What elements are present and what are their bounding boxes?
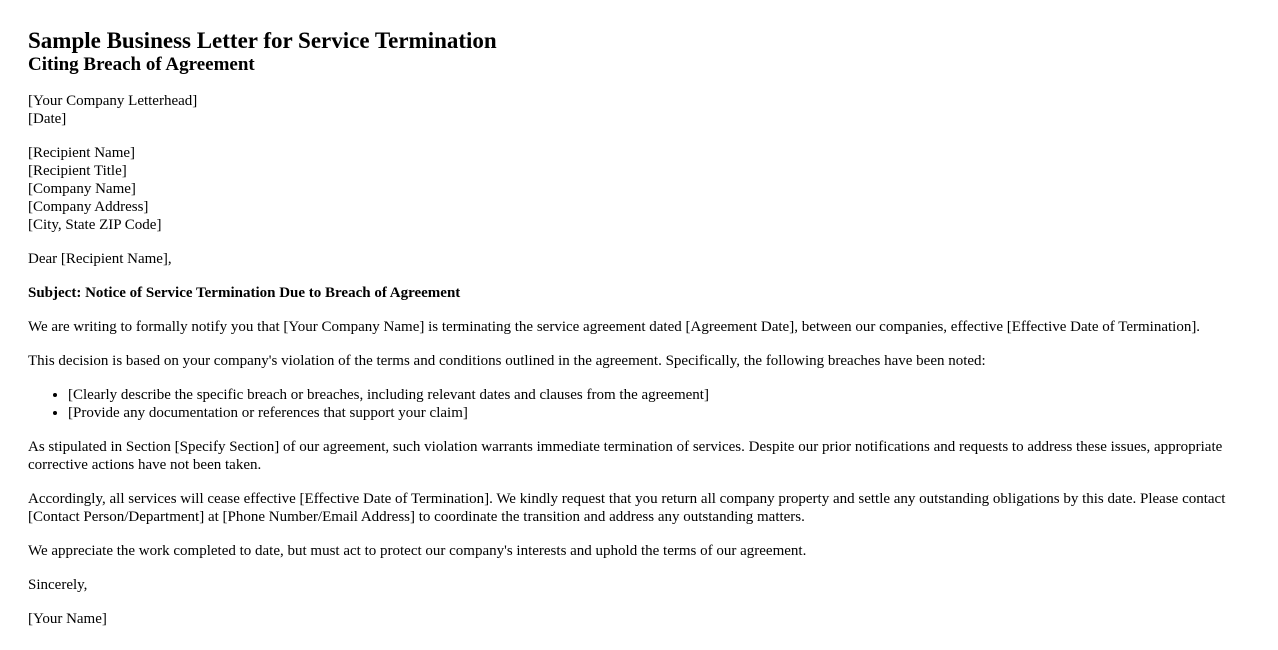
closing: Sincerely, bbox=[28, 577, 88, 593]
signature-name: [Your Name] bbox=[28, 611, 107, 627]
breach-list-item: • [Provide any documentation or references that support your claim] bbox=[68, 404, 1250, 422]
subject-line: Subject: Notice of Service Termination Due to Breach of Agreement bbox=[28, 285, 461, 301]
paragraph-reason: This decision is based on your company's violation of the terms and conditions outlined in the agreement. Specifically, the following breaches have been noted: bbox=[28, 353, 986, 369]
page-subtitle: Citing Breach of Agreement bbox=[28, 54, 255, 75]
recipient-title: [Recipient Title] bbox=[28, 163, 127, 179]
recipient-block bbox=[28, 144, 1250, 234]
recipient-city: [City, State ZIP Code] bbox=[28, 217, 162, 233]
letter-date: [Date] bbox=[28, 111, 67, 127]
paragraph-cessation: Accordingly, all services will cease effective [Effective Date of Termination]. We kindly request that you return all company property and settle any outstanding obligations by this date. Please contact [Contact Person/Department] at [Phone Number/Email Address] to coordinate the transition and address any outstanding matters. bbox=[28, 491, 1226, 525]
breach-list bbox=[28, 386, 1250, 422]
paragraph-appreciation: We appreciate the work completed to date, but must act to protect our company's interests and uphold the terms of our agreement. bbox=[28, 543, 807, 559]
sender-block bbox=[28, 92, 1250, 128]
page-title: Sample Business Letter for Service Termination bbox=[28, 28, 497, 53]
recipient-company: [Company Name] bbox=[28, 181, 136, 197]
salutation: Dear [Recipient Name], bbox=[28, 251, 172, 267]
recipient-address: [Company Address] bbox=[28, 199, 149, 215]
recipient-name: [Recipient Name] bbox=[28, 145, 136, 161]
paragraph-stipulation: As stipulated in Section [Specify Section] of our agreement, such violation warrants immediate termination of services. Despite our prior notifications and requests to address these issues, appropriate corrective actions have not been taken. bbox=[28, 439, 1223, 473]
paragraph-notice: We are writing to formally notify you that [Your Company Name] is terminating the service agreement dated [Agreement Date], between our companies, effective [Effective Date of Termination]. bbox=[28, 319, 1201, 335]
breach-list-item: • [Clearly describe the specific breach or breaches, including relevant dates and clauses from the agreement] bbox=[68, 386, 1250, 404]
sender-letterhead: [Your Company Letterhead] bbox=[28, 93, 198, 109]
